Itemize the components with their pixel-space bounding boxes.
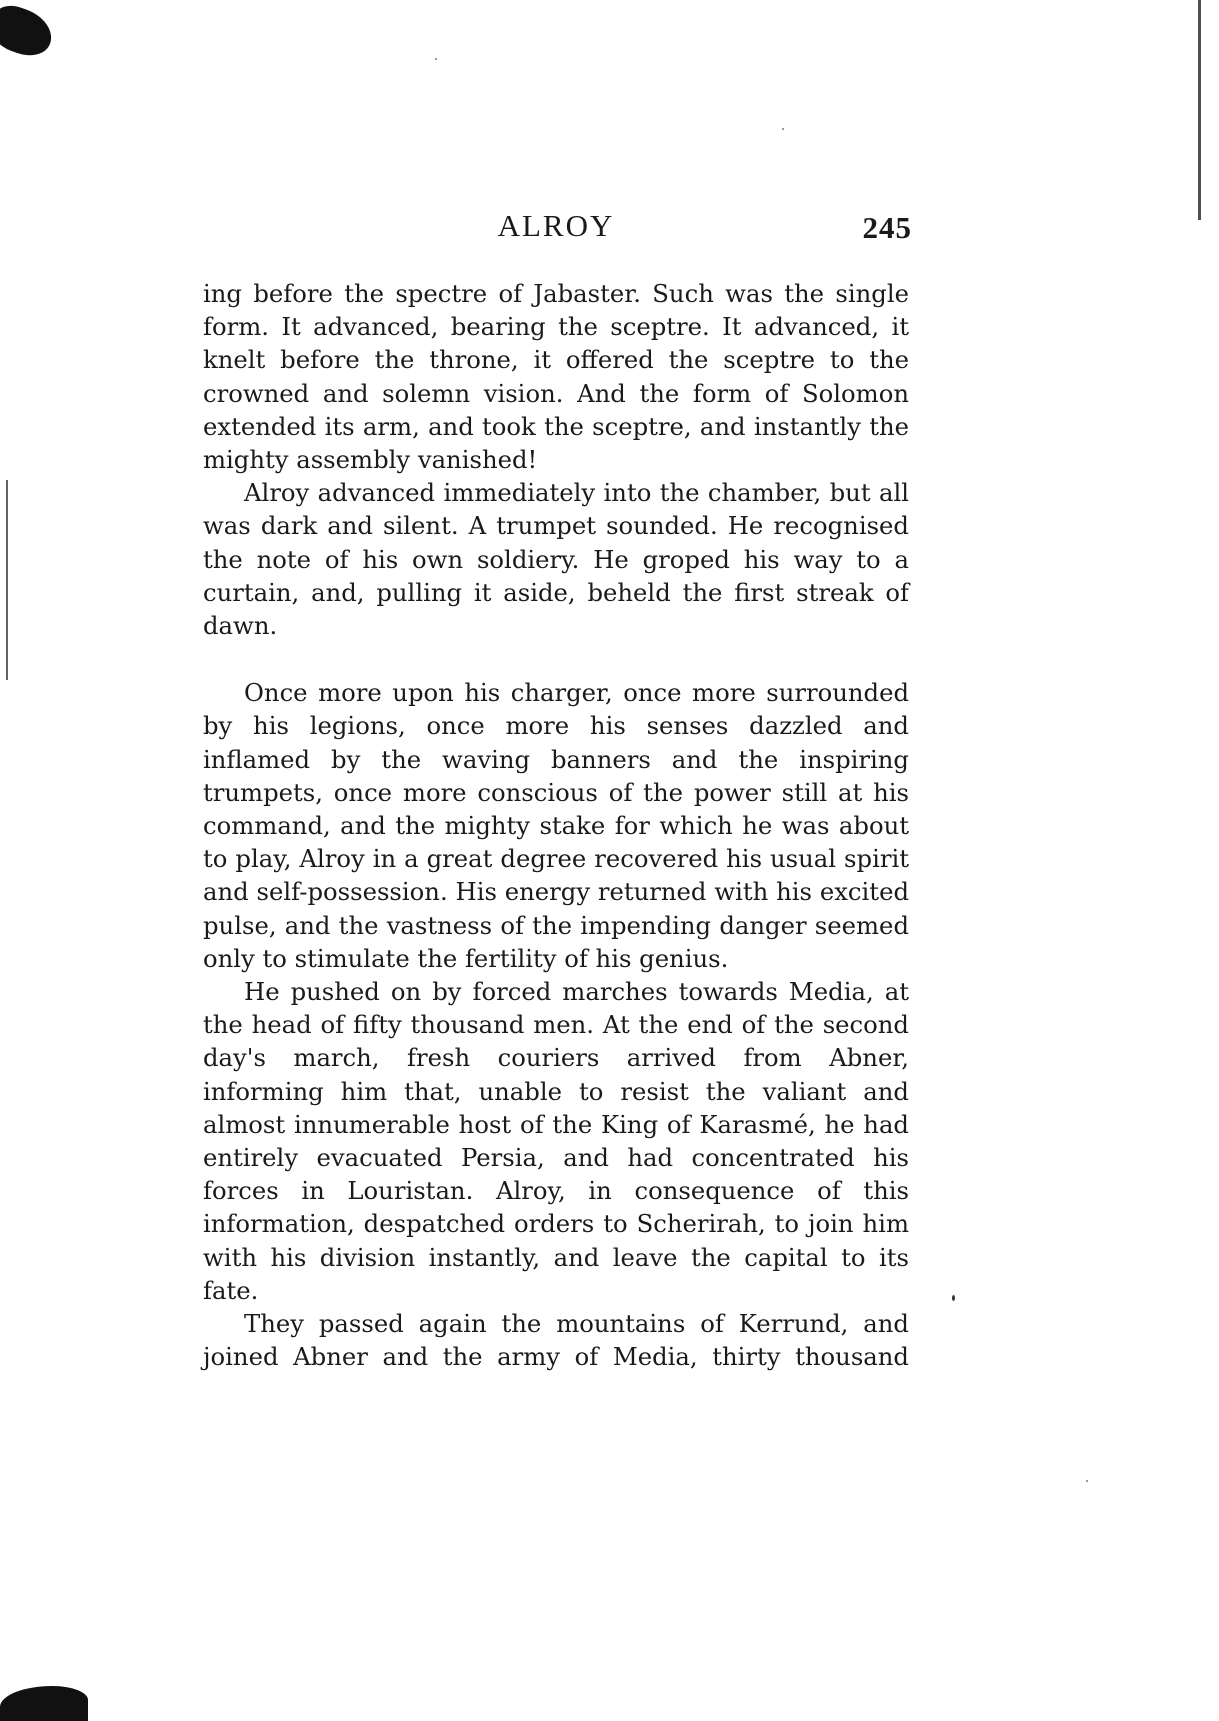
body-text: [203, 277, 909, 1374]
scan-smudge-top-left: [0, 0, 58, 63]
scan-edge-right: [1198, 0, 1201, 220]
paragraph: ing before the spectre of Jabaster. Such was the single form. It advanced, bearing the sceptre. It advanced, it knelt before the throne, it offered the sceptre to the crowned and solemn vision. And the form of Solomon extended its arm, and took the sceptre, and instantly the mighty assembly vanished!: [203, 279, 909, 475]
scan-speck: [952, 1295, 955, 1301]
scan-speck: [782, 128, 784, 130]
paragraph: They passed again the mountains of Kerrund, and joined Abner and the army of Media, thirty thousand: [203, 1309, 909, 1372]
running-head: ALROY: [497, 208, 615, 243]
paragraph: Once more upon his charger, once more surrounded by his legions, once more his senses dazzled and inflamed by the waving banners and the inspiring trumpets, once more conscious of the power still at his command, and the mighty stake for which he was about to play, Alroy in a great degree recovered his usual spirit and self-possession. His energy returned with his excited pulse, and the vastness of the impending danger seemed only to stimulate the fertility of his genius.: [203, 678, 909, 973]
paragraph: Alroy advanced immediately into the chamber, but all was dark and silent. A trumpet sounded. He recognised the note of his own soldiery. He groped his way to a curtain, and, pulling it aside, beheld the first streak of dawn.: [203, 478, 909, 641]
section-break: [203, 642, 909, 676]
paragraph: He pushed on by forced marches towards Media, at the head of fifty thousand men. At the end of the second day's march, fresh couriers arrived from Abner, informing him that, unable to resist the valiant and almost innumerable host of the King of Karasmé, he had entirely evacuated Persia, and had concentrated his forces in Louristan. Alroy, in consequence of this information, despatched orders to Scherirah, to join him with his division instantly, and leave the capital to its fate.: [203, 977, 909, 1305]
page-header: [200, 208, 912, 248]
scan-speck: [435, 58, 437, 60]
scan-edge-left: [6, 480, 8, 680]
page-number: 245: [862, 210, 912, 245]
scan-speck: [1086, 1480, 1088, 1482]
scan-smudge-bottom-left: [0, 1686, 88, 1721]
